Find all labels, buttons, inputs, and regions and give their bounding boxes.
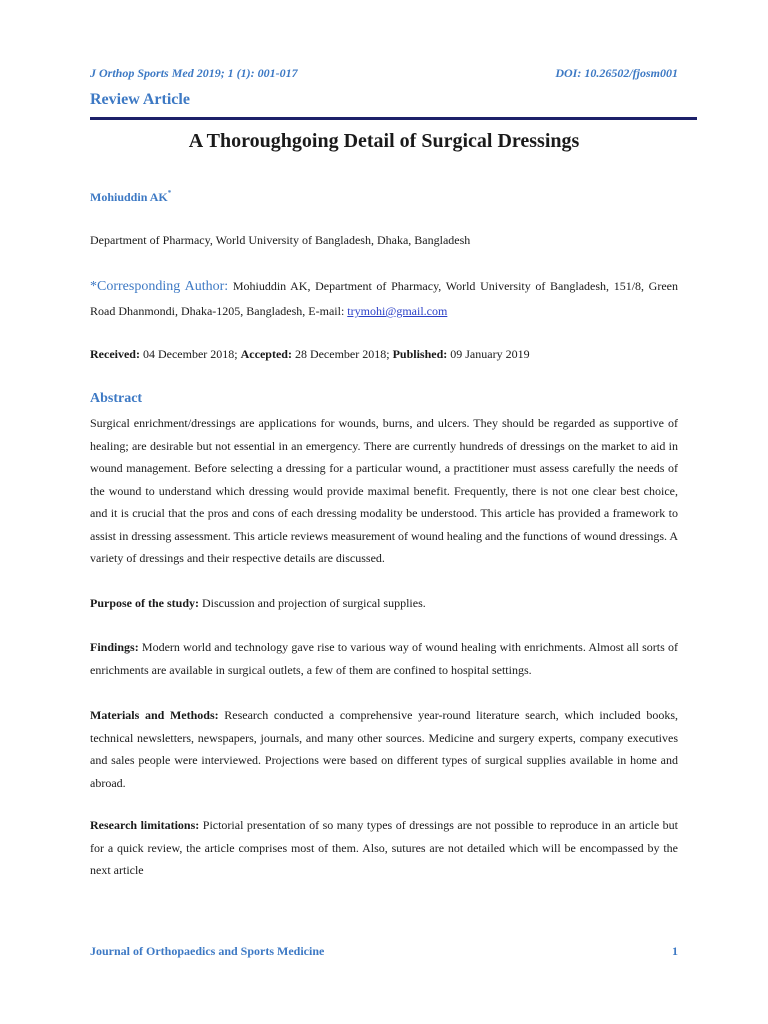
purpose	[90, 592, 678, 615]
limitations-text: Pictorial presentation of so many types of dressings are not possible to reproduce in an article but for a quick review, the article comprises most of them. Also, sutures are not detailed which will be encompassed by the next article	[90, 818, 678, 877]
research-limitations	[90, 814, 678, 882]
purpose-label: Purpose of the study:	[90, 596, 200, 610]
findings-text: Modern world and technology gave rise to various way of wound healing with enrichments. Almost all sorts of enrichments are available in surgical outlets, a few of them are confined to hospital settings.	[90, 640, 678, 677]
journal-citation: J Orthop Sports Med 2019; 1 (1): 001-017	[90, 66, 298, 80]
article-title: A Thoroughgoing Detail of Surgical Dressings	[188, 130, 580, 152]
accepted-label: Accepted:	[240, 347, 292, 361]
dates	[90, 343, 678, 366]
abstract-text: Surgical enrichment/dressings are applications for wounds, burns, and ulcers. They should be regarded as supportive of healing; are desirable but not essential in an emergency. There are currently hundreds of dressings on the market to aid in wound management. Before selecting a dressing for a particular wound, a practitioner must assess carefully the needs of the wound to understand which dressing would provide maximal benefit. Frequently, there is not one clear best choice, and it is crucial that the pros and cons of each dressing modality be understood. This article has provided a framework to assist in dressing assessment. This article reviews measurement of wound healing and the functions of wound dressings. A variety of dressings and their respective details are discussed.	[90, 416, 679, 565]
corresponding-text: Mohiuddin AK, Department of Pharmacy, World University of Bangladesh, 151/8, Green Road Dhanmondi, Dhaka-1205, Bangladesh, E-mail:	[90, 279, 678, 318]
article-type: Review Article	[90, 91, 190, 108]
findings-label: Findings:	[90, 640, 139, 654]
abstract-heading: Abstract	[90, 391, 143, 406]
findings	[90, 636, 678, 681]
page-footer	[90, 944, 678, 959]
email-link[interactable]: trymohi@gmail.com	[347, 304, 448, 318]
methods-label: Materials and Methods:	[90, 708, 219, 722]
doi: DOI: 10.26502/fjosm001	[555, 66, 678, 80]
methods-text: Research conducted a comprehensive year-round literature search, which included books, technical newsletters, newspapers, journals, and many other sources. Medicine and surgery experts, company executives and sales people were interviewed. Projections were based on different types of surgical supplies available in home and abroad.	[90, 708, 679, 790]
footer-journal: Journal of Orthopaedics and Sports Medicine	[90, 944, 325, 958]
author	[90, 190, 171, 205]
author-marker: *	[167, 189, 172, 197]
received-label: Received:	[90, 347, 140, 361]
page-number: 1	[672, 944, 678, 958]
limitations-label: Research limitations:	[90, 818, 200, 832]
corresponding-label: *Corresponding Author:	[90, 279, 229, 294]
materials-methods	[90, 704, 678, 794]
affiliation: Department of Pharmacy, World University of Bangladesh, Dhaka, Bangladesh	[90, 233, 471, 247]
published-date: 09 January 2019	[447, 347, 530, 361]
published-label: Published:	[392, 347, 448, 361]
running-header	[90, 66, 678, 81]
author-name: Mohiuddin AK	[90, 190, 168, 204]
accepted-date: 28 December 2018;	[291, 347, 393, 361]
corresponding-author	[90, 274, 678, 323]
purpose-text: Discussion and projection of surgical supplies.	[199, 596, 426, 610]
received-date: 04 December 2018;	[139, 347, 241, 361]
header-rule	[90, 117, 697, 120]
